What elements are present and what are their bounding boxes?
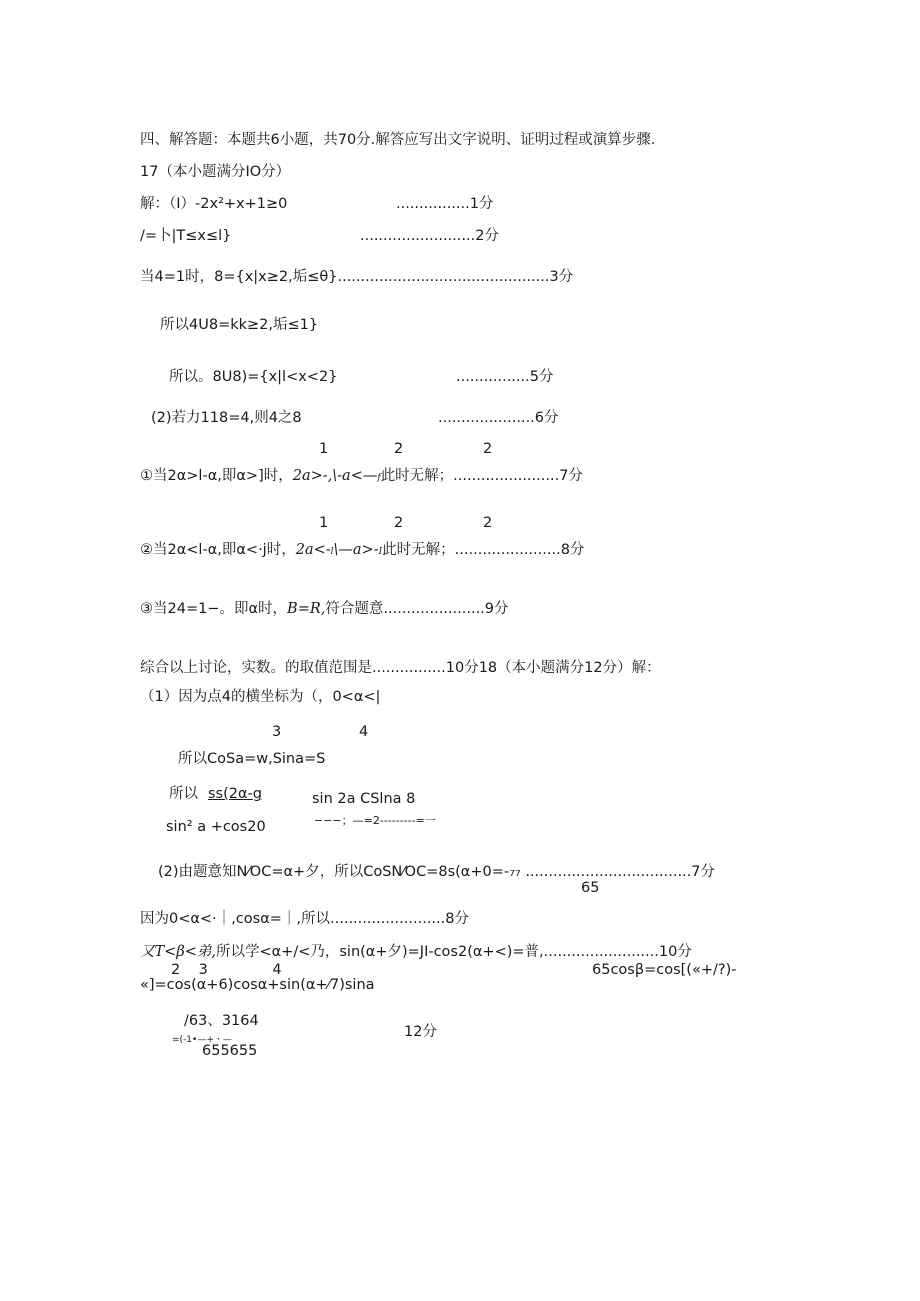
q18-line-1: （1）因为点4的横坐标为（，0<α<|: [140, 689, 381, 705]
q17-line-9: [140, 600, 509, 618]
q17-line-3: 当4=1时，8={x|x≥2,垢≤θ}..............................................3分: [140, 269, 574, 285]
q17-line-1: 解：（I）-2x²+x+1≥0: [140, 196, 288, 212]
q17-line-8-sub-2: I: [378, 547, 383, 557]
q17-score-2: .........................2分: [360, 228, 499, 244]
q17-fraction-number: 1: [319, 441, 329, 457]
q17-line-2: /=卜|T≤x≤l}: [140, 228, 232, 244]
q18-line-7-range: 又T<β<弟,: [140, 944, 216, 960]
q17-line-10: 综合以上讨论，实数。的取值范围是................10分18（本小题满分12分）解：: [140, 660, 661, 676]
q17-fraction-number: 1: [319, 515, 329, 531]
q18-line-10: /63、3164: [184, 1013, 259, 1029]
q17-line-9-formula: B=R,: [287, 601, 326, 617]
q18-line-9: «]=cos(α+6)cosα+sin(α+⁄7)sina: [140, 977, 375, 993]
q18-line-3-rhs: sin 2a CSlna 8: [312, 791, 416, 807]
q17-line-9-case: ③当24=1−。即α时，: [140, 601, 288, 617]
q17-line-4: 所以4U8=kk≥2,垢≤1}: [160, 317, 319, 333]
q17-fraction-number: 2: [483, 441, 493, 457]
q17-line-7-sub: f: [377, 473, 381, 483]
q17-line-7-formula: 2a>-,\-a<—: [292, 468, 378, 484]
section-header: 四、解答题：本题共6小题，共70分.解答应写出文字说明、证明过程或演算步骤.: [140, 132, 656, 148]
q17-line-8-conclusion: 此时无解；.......................8分: [382, 542, 585, 558]
q18-score-12: 12分: [404, 1024, 437, 1040]
q18-line-8-numbers: 2 3 4: [171, 962, 282, 978]
q17-line-7-case: ①当2α>l-α,即α>]时，: [140, 468, 293, 484]
q17-line-6: (2)若力118=4,则4之8: [151, 410, 302, 426]
q18-line-11: =(-1•—+・—: [172, 1035, 232, 1045]
q18-line-7: [140, 943, 692, 961]
q18-line-3-expr: ss(2α-g: [208, 786, 262, 802]
q17-line-9-conclusion: 符合题意......................9分: [325, 601, 509, 617]
q18-line-5: (2)由题意知N⁄OC=α+夕，所以CoSN⁄OC=8s(α+0=-₇₇ ....................................7分: [158, 864, 715, 880]
q17-line-7: [140, 467, 583, 487]
q17-line-8-formula: 2a<-: [295, 542, 331, 558]
q18-fraction-number: 3: [272, 724, 282, 740]
q18-line-4-denominator: sin² a +cos20: [166, 819, 266, 835]
q17-score-1: ................1分: [396, 196, 494, 212]
q17-line-7-conclusion: 此时无解；.......................7分: [380, 468, 583, 484]
q17-score-6: .....................6分: [438, 410, 559, 426]
q17-fraction-number: 2: [394, 441, 404, 457]
q18-line-3-label: 所以: [169, 786, 198, 802]
q18-line-8-right: 65cosβ=cos[(«+/?)-: [592, 962, 737, 978]
q17-fraction-number: 2: [394, 515, 404, 531]
q17-line-8-case: ②当2α<l-α,即α<·j时，: [140, 542, 296, 558]
q17-fraction-number: 2: [483, 515, 493, 531]
q18-line-6: 因为0<α<·｜,cosα=｜,所以.........................8分: [140, 911, 469, 927]
q17-score-5: ................5分: [456, 369, 554, 385]
q18-line-4-rhs: −−−；—=2---------=一: [314, 814, 436, 827]
q17-line-8: [140, 541, 584, 561]
q18-line-12: 655655: [202, 1043, 258, 1059]
q18-line-5-denominator: 65: [581, 880, 600, 896]
q17-line-8-formula-2: \—a>-: [333, 542, 379, 558]
q18-fraction-number: 4: [359, 724, 369, 740]
q17-line-5: 所以。8U8)={x|l<x<2}: [169, 369, 338, 385]
q18-line-7-rest: 所以学<α+/<乃，sin(α+夕)=JI-cos2(α+<)=普,.........................10分: [215, 944, 692, 960]
q17-line-8-sub: l: [330, 547, 334, 557]
q17-title: 17（本小题满分IO分）: [140, 164, 291, 180]
q18-line-2: 所以CoSa=w,Sina=S: [178, 751, 326, 767]
